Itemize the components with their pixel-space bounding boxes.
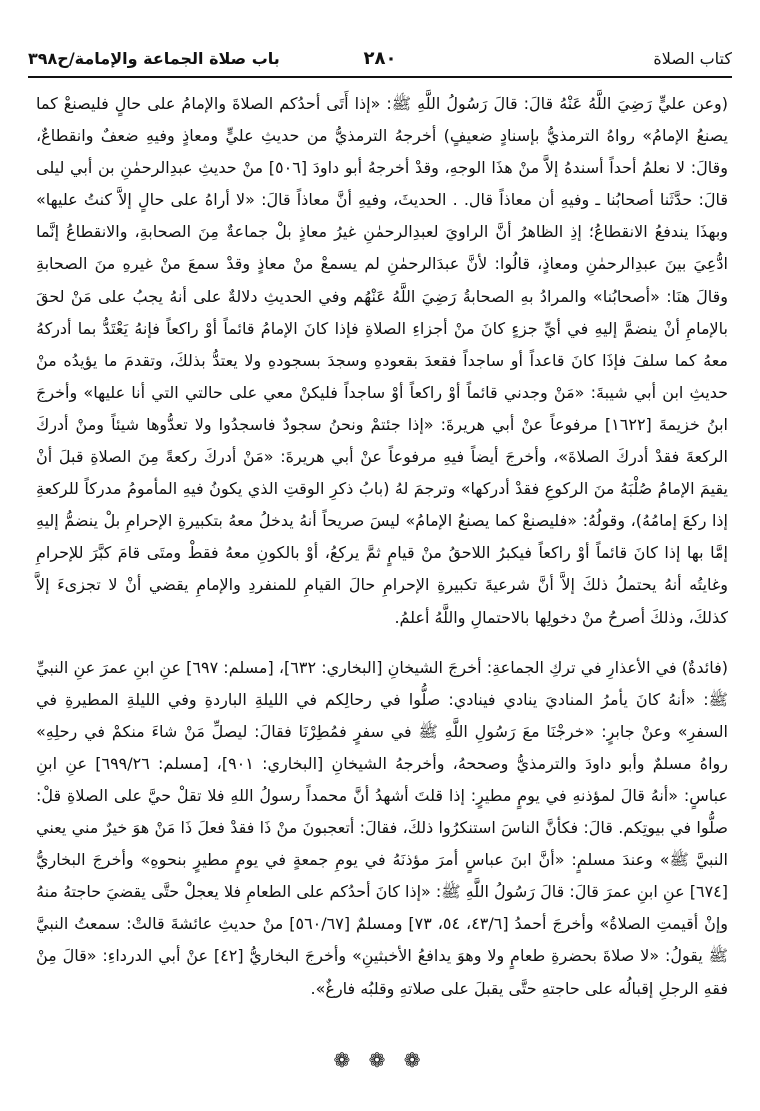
- page-number: ٢٨٠: [363, 47, 397, 69]
- hadith-commentary-paragraph: (وعن عليٍّ رَضِيَ اللَّهُ عَنْهُ قالَ: قالَ رَسُولُ اللَّهِ ﷺ: «إذا أَتَى أحدُكم الصلاةَ والإمامُ على حالٍ فليصنعْ كما يصنعُ الإمامُ» رواهُ الترمذيُّ بإسنادٍ ضعيفٍ) أخرجهُ الترمذيُّ من حديثِ عليٍّ ومعاذٍ وفيهِ ضعفٌ وانقطاعٌ، وقالَ: لا نعلمُ أحداً أسندهُ إلاَّ منْ هذَا الوجهِ، وقدْ أخرجهُ أبو داودَ [٥٠٦] منْ حديثِ عبدِالرحمٰنِ بن أبي ليلى قالَ: حدَّثَنا أصحابُنا ـ وفيهِ أن معاذاً قال. . الحديثَ، وفيهِ أنَّ معاذاً قالَ: «لا أراهُ على حالٍ إلاَّ كنتُ عليها» وبهذَا يندفعُ الانقطاعُ؛ إذِ الظاهرُ أنَّ الراويَ لعبدِالرحمٰنِ غيرُ معاذٍ بلْ جماعةٌ مِنَ الصحابةِ، والانقطاعُ إنَّما ادُّعِيَ بينَ عبدِالرحمٰنِ ومعاذٍ، قالُوا: لأنَّ عبدَالرحمٰنِ لم يسمعْ منْ معاذٍ وقدْ سمعَ منْ غيرهِ منَ الصحابةِ وقالَ هنَا: «أصحابُنا» والمرادُ بهِ الصحابةُ رَضِيَ اللَّهُ عَنْهُم وفي الحديثِ دلالةٌ على أنهُ يجبُ على مَنْ لحقَ بالإمامِ أنْ ينضمَّ إليهِ في أيِّ جزءٍ كانَ منْ أجزاءِ الصلاةِ فإذا كانَ الإمامُ قائماً أوْ راكعاً فإنهُ يَعْتَدُّ بما أدركهُ معهُ كما سلفَ فإذَا كانَ قاعداً أو ساجداً فقعدَ بقعودهِ وسجدَ بسجودهِ ولا يعتدُّ بذلكَ، وتقدمَ ما يؤيدُه منْ حديثِ ابن أبي شيبةَ: «مَنْ وجدني قائماً أوْ راكعاً أوْ ساجداً فليكنْ معي على حالتي التي أنا عليها» وأخرجَ ابنُ خزيمةَ [١٦٢٢] مرفوعاً عنْ أبي هريرةَ: «إذا جئتمْ ونحنُ سجودٌ فاسجدُوا ولا تعدُّوها شيئاً ومنْ أدركَ الركعةَ فقدْ أدركَ الصلاةَ»، وأخرجَ أيضاً فيهِ مرفوعاً عنْ أبي هريرةَ: «مَنْ أدركَ ركعةً مِنَ الصلاةِ قبلَ أنْ يقيمَ الإمامُ صُلْبَهُ منَ الركوعِ فقدْ أدركها» وترجمَ لهُ (بابُ ذكرِ الوقتِ الذي يكونُ فيهِ المأمومُ مدركاً للركعةِ إذا ركعَ إمامُهُ)، وقولُهُ: «فليصنعْ كما يصنعُ الإمامُ» ليسَ صريحاً أنهُ يدخلُ معهُ بتكبيرةِ الإحرامِ بلْ ينضمُّ إليهِ إمَّا بها إذا كانَ قائماً أوْ راكعاً فيكبرُ اللاحقُ منْ قيامٍ ثمَّ يركعُ، أوْ بالكونِ معهُ فقطْ ومتَى قامَ كبَّرَ للإحرامِ وغايتُه أنهُ يحتملُ ذلكَ إلاَّ أنَّ شرعيةَ تكبيرةِ الإحرامِ حالَ القيامِ للمنفردِ والإمامِ يقضي أنْ لا تجزىءَ إلاَّ كذلكَ، وذلكَ أصرحُ منْ دخولِها بالاحتمالِ واللَّهُ أعلمُ.: [36, 94, 729, 627]
- flower-ornament-icon: ❁: [403, 1048, 427, 1072]
- benefit-paragraph: (فائدةٌ) في الأعذارِ في تركِ الجماعةِ: أخرجَ الشيخانِ [البخاري: ٦٣٢]، [مسلم: ٦٩٧] عنِ ابنِ عمرَ عنِ النبيِّ ﷺ: «أنهُ كانَ يأمرُ المناديَ ينادي فينادي: صلُّوا في رحالِكم في الليلةِ الباردةِ وفي الليلةِ المطيرةِ في السفرِ» وعنْ جابرٍ: «خرجْنَا معَ رَسُولِ اللَّهِ ﷺ في سفرٍ فمُطِرْنَا فقالَ: ليصلِّ مَنْ شاءَ منكمْ في رحلِهِ» رواهُ مسلمٌ وأبو داودَ والترمذيُّ وصححهُ، وأخرجهُ الشيخانِ [البخاري: ٩٠١]، [مسلم: ٦٩٩/٢٦] عنِ ابنِ عباسٍ: «أنهُ قالَ لمؤذنهِ في يومٍ مطيرٍ: إذا قلتَ أشهدُ أنَّ محمداً رسولُ اللهِ فلا تقلْ حيَّ على الصلاةِ قلْ: صلُّوا في بيوتِكم. قالَ: فكأنَّ الناسَ استنكرُوا ذلكَ، فقالَ: أتعجبونَ منْ ذَا فقدْ فعلَ ذَا مَنْ هوَ خيرٌ مني يعني النبيَّ ﷺ» وعندَ مسلمٍ: «أنَّ ابنَ عباسٍ أمرَ مؤذنَهُ في يومِ جمعةٍ في يومٍ مطيرٍ بنحوهِ» وأخرجَ البخاريُّ [٦٧٤] عنِ ابنِ عمرَ قالَ: قالَ رَسُولُ اللَّهِ ﷺ: «إذا كانَ أحدُكم على الطعامِ فلا يعجلْ حتَّى يقضيَ حاجتهُ منهُ وإنْ أقيمتِ الصلاةُ» وأخرجَ أحمدُ [٤٣/٦، ٥٤، ٧٣] ومسلمٌ [٥٦٠/٦٧] منْ حديثِ عائشةَ قالتْ: سمعتُ النبيَّ ﷺ يقولُ: «لا صلاةَ بحضرةِ طعامٍ ولا وهوَ يدافعُ الأخبثينِ» وأخرجَ البخاريُّ [٤٢] عنْ أبي الدرداءِ: «قالَ مِنْ فقهِ الرجلِ إقبالُه على حاجتهِ حتَّى يقبلَ على صلاتهِ وقلبُه فارغٌ».: [36, 657, 729, 998]
- flower-ornament-icon: ❁: [333, 1048, 357, 1072]
- paragraph-gap: [36, 634, 728, 652]
- chapter-title: باب صلاة الجماعة والإمامة/ح٣٩٨: [28, 48, 280, 68]
- flower-ornament-icon: ❁: [368, 1048, 392, 1072]
- page-header: [28, 40, 732, 78]
- three-flower-ornament-icon: [0, 1048, 760, 1072]
- page-body: [36, 88, 728, 1005]
- book-title: كتاب الصلاة: [653, 48, 732, 68]
